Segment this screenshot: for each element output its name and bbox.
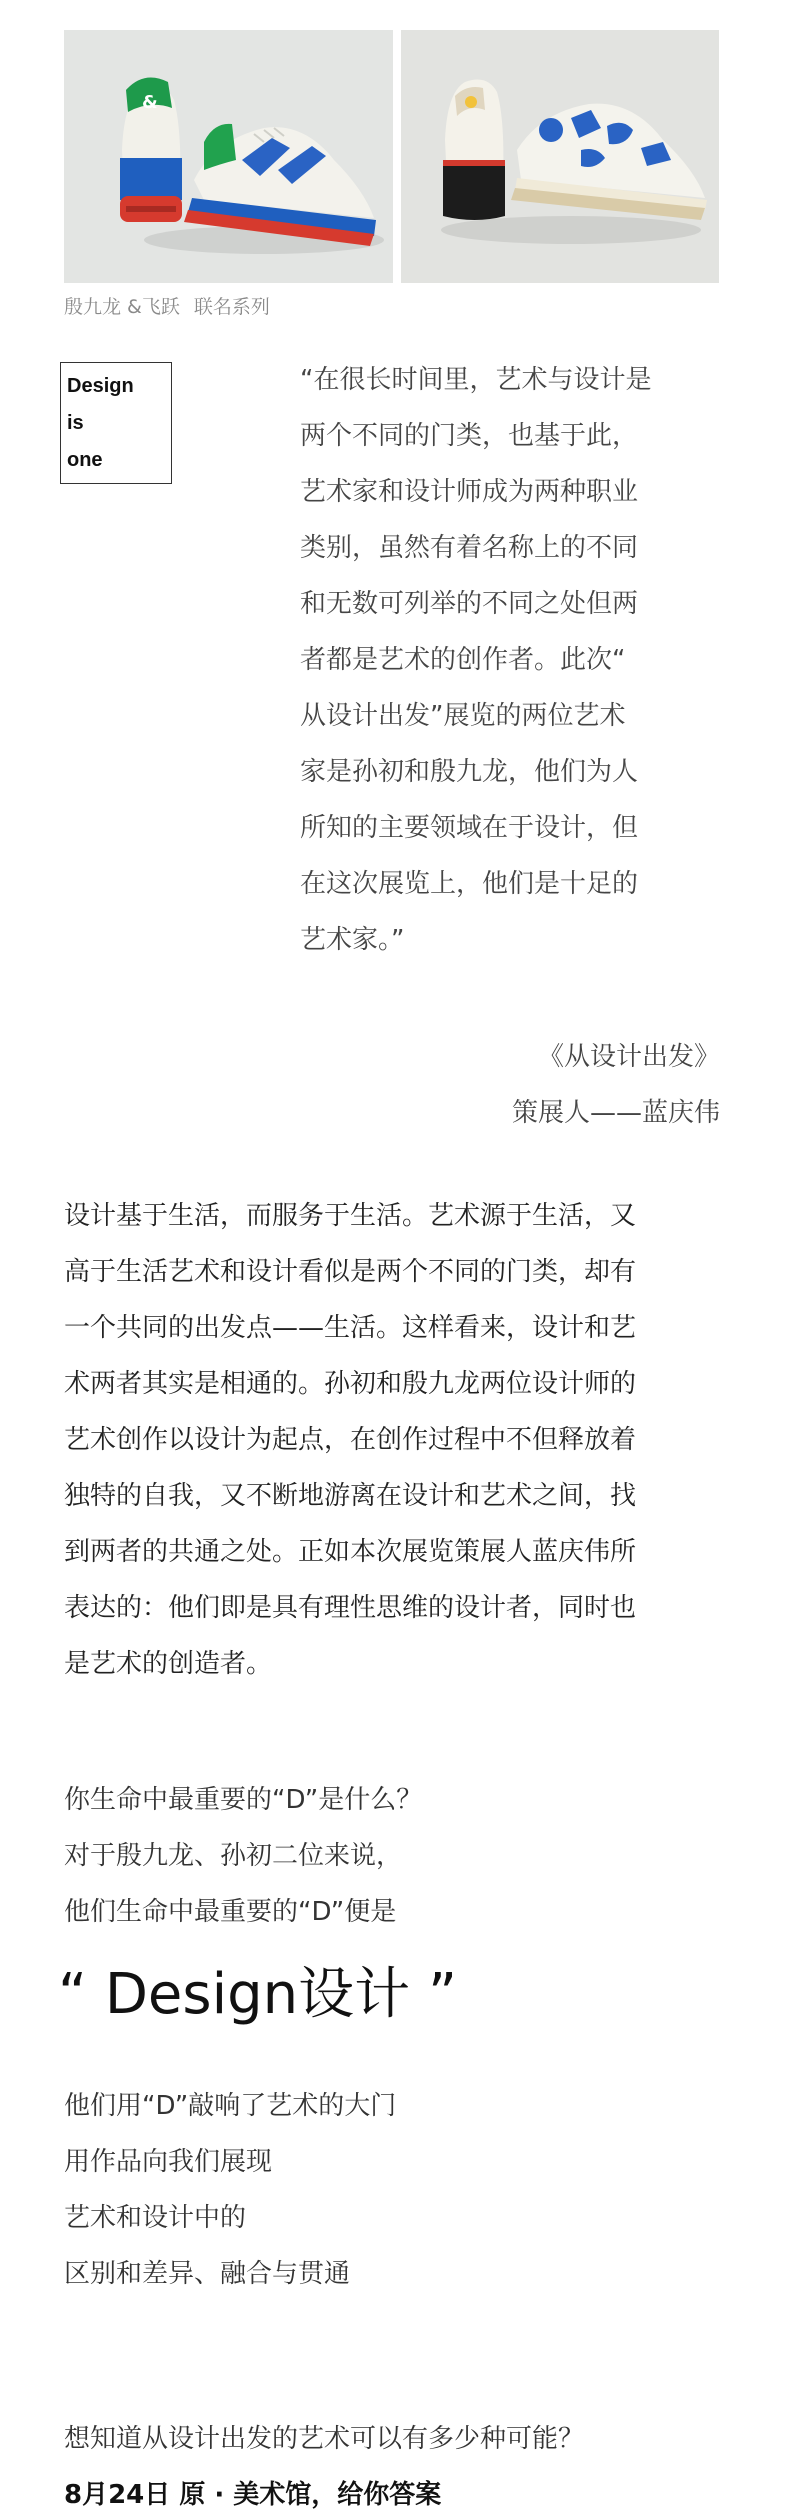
- quote-line: 在这次展览上，他们是十足的: [300, 869, 639, 899]
- design-is-one-box: [60, 362, 172, 484]
- quote-line: “在很长时间里，艺术与设计是: [300, 365, 652, 395]
- paragraph-line: 艺术创作以设计为起点，在创作过程中不但释放着: [64, 1425, 637, 1455]
- photo-caption: [64, 292, 270, 319]
- answer-line: 他们用“D”敲响了艺术的大门: [64, 2091, 397, 2121]
- answer-line: 艺术和设计中的: [64, 2203, 247, 2233]
- sneaker-photo-pair-view: [401, 30, 719, 283]
- quote-line: 两个不同的门类，也基于此，: [300, 421, 639, 451]
- paragraph-line: 到两者的共通之处。正如本次展览策展人蓝庆伟所: [64, 1537, 637, 1567]
- paragraph-line: 是艺术的创造者。: [64, 1649, 273, 1679]
- question-block: [64, 1772, 422, 1940]
- paragraph-line: 高于生活艺术和设计看似是两个不同的门类，却有: [64, 1257, 637, 1287]
- product-photos: [64, 30, 719, 283]
- question-line: 你生命中最重要的“D”是什么？: [64, 1785, 423, 1815]
- design-headline: “ Design设计 ”: [58, 1962, 457, 2027]
- design-box-word: one: [67, 449, 103, 471]
- closing-question: 想知道从设计出发的艺术可以有多少种可能？: [64, 2424, 585, 2454]
- sneaker-photo-side-view: [64, 30, 393, 283]
- quote-line: 者都是艺术的创作者。此次“: [300, 645, 626, 675]
- quote-line: 从设计出发”展览的两位艺术: [300, 701, 626, 731]
- caption-series: 联名系列: [193, 296, 270, 318]
- quote-line: 所知的主要领域在于设计，但: [300, 813, 639, 843]
- answer-line: 区别和差异、融合与贯通: [64, 2259, 351, 2289]
- quote-source-author: 策展人——蓝庆伟: [511, 1098, 720, 1128]
- design-box-word: is: [67, 412, 84, 434]
- quote-line: 艺术家和设计师成为两种职业: [300, 477, 639, 507]
- paragraph-line: 独特的自我，又不断地游离在设计和艺术之间，找: [64, 1481, 637, 1511]
- closing-answer: 8月24日 原 · 美术馆，给你答案: [64, 2480, 442, 2510]
- paragraph-line: 设计基于生活，而服务于生活。艺术源于生活，又: [64, 1201, 637, 1231]
- question-line: 他们生命中最重要的“D”便是: [64, 1897, 397, 1927]
- quote-line: 和无数可列举的不同之处但两: [300, 589, 639, 619]
- sneaker-illustration: [64, 30, 393, 283]
- quote-line: 类别，虽然有着名称上的不同: [300, 533, 639, 563]
- svg-text:&: &: [142, 92, 158, 113]
- sneaker-pair-illustration: [401, 30, 719, 283]
- design-box-word: Design: [67, 375, 134, 397]
- body-paragraph: [64, 1188, 744, 1692]
- quote-line: 艺术家。”: [300, 925, 405, 955]
- paragraph-line: 一个共同的出发点——生活。这样看来，设计和艺: [64, 1313, 637, 1343]
- paragraph-line: 表达的：他们即是具有理性思维的设计者，同时也: [64, 1593, 637, 1623]
- question-line: 对于殷九龙、孙初二位来说，: [64, 1841, 403, 1871]
- quote-line: 家是孙初和殷九龙，他们为人: [300, 757, 639, 787]
- paragraph-line: 术两者其实是相通的。孙初和殷九龙两位设计师的: [64, 1369, 637, 1399]
- curator-quote: [300, 352, 740, 968]
- answer-line: 用作品向我们展现: [64, 2147, 273, 2177]
- quote-source-title: 《从设计出发》: [537, 1042, 720, 1072]
- caption-brand: 殷九龙 &飞跃: [64, 296, 180, 318]
- answer-block: [64, 2078, 396, 2302]
